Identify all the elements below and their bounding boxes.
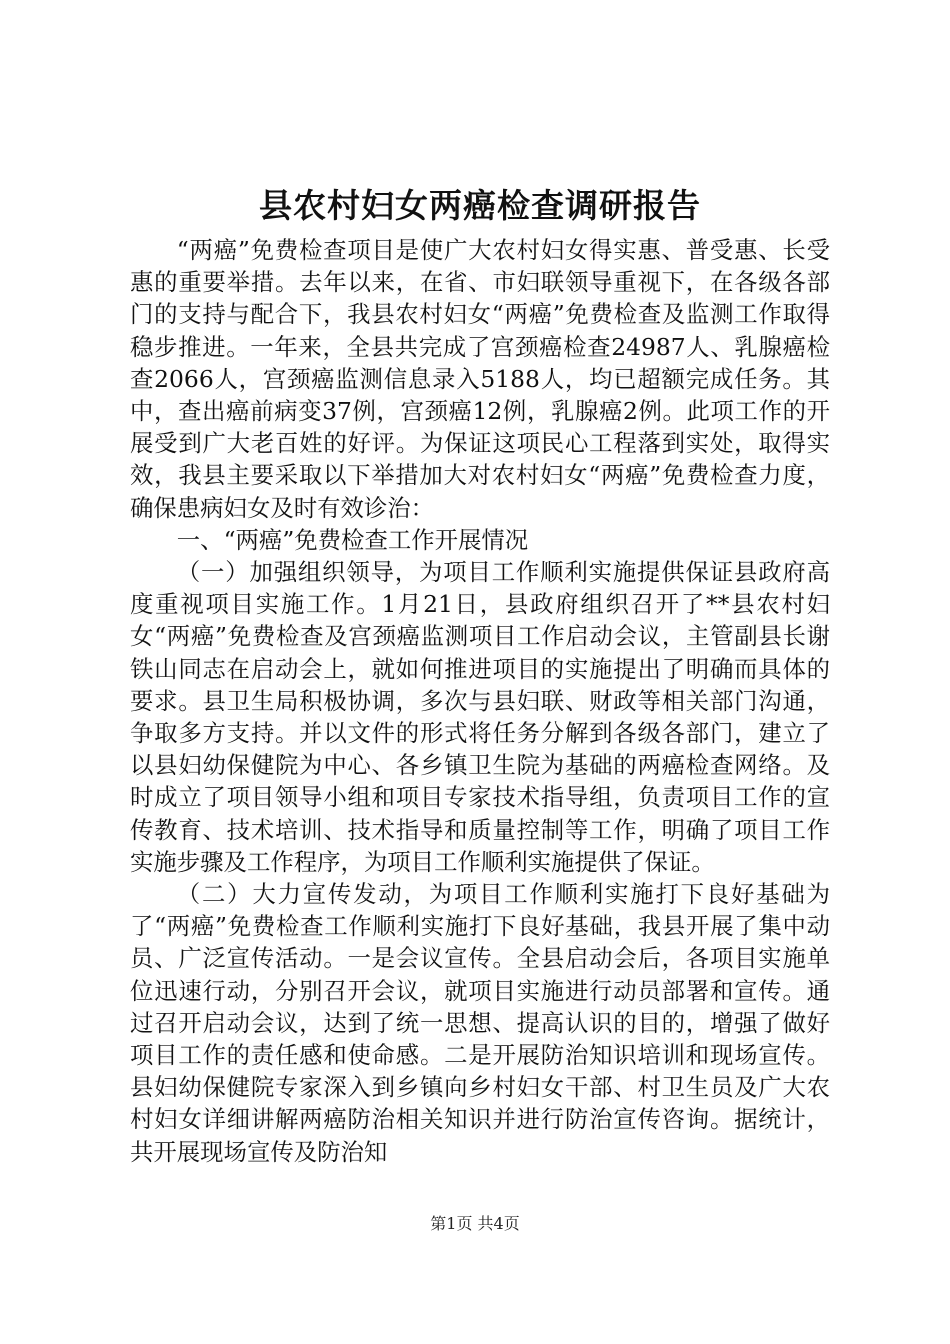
- intro-paragraph: “两癌”免费检查项目是使广大农村妇女得实惠、普受惠、长受惠的重要举措。去年以来，在省、市妇联领导重视下，在各级各部门的支持与配合下，我县农村妇女“两癌”免费检查及监测工作取得稳步推进。一年来，全县共完成了宫颈癌检查24987人、乳腺癌检查2066人，宫颈癌监测信息录入5188人，均已超额完成任务。其中，查出癌前病变37例，宫颈癌12例，乳腺癌2例。此项工作的开展受到广大老百姓的好评。为保证这项民心工程落到实处，取得实效，我县主要采取以下举措加大对农村妇女“两癌”免费检查力度，确保患病妇女及时有效诊治：: [130, 236, 830, 522]
- subsection-two-paragraph: （二）大力宣传发动，为项目工作顺利实施打下良好基础为了“两癌”免费检查工作顺利实施打下良好基础，我县开展了集中动员、广泛宣传活动。一是会议宣传。全县启动会后，各项目实施单位迅速行动，分别召开会议，就项目实施进行动员部署和宣传。通过召开启动会议，达到了统一思想、提高认识的目的，增强了做好项目工作的责任感和使命感。二是开展防治知识培训和现场宣传。县妇幼保健院专家深入到乡镇向乡村妇女干部、村卫生员及广大农村妇女详细讲解两癌防治相关知识并进行防治宣传咨询。据统计，共开展现场宣传及防治知: [130, 880, 830, 1166]
- document-page: [130, 178, 830, 1168]
- page-number-footer: 第1页 共4页: [430, 1214, 520, 1233]
- subsection-one-paragraph: （一）加强组织领导，为项目工作顺利实施提供保证县政府高度重视项目实施工作。1月21日，县政府组织召开了**县农村妇女“两癌”免费检查及宫颈癌监测项目工作启动会议，主管副县长谢铁山同志在启动会上，就如何推进项目的实施提出了明确而具体的要求。县卫生局积极协调，多次与县妇联、财政等相关部门沟通，争取多方支持。并以文件的形式将任务分解到各级各部门，建立了以县妇幼保健院为中心、各乡镇卫生院为基础的两癌检查网络。及时成立了项目领导小组和项目专家技术指导组，负责项目工作的宣传教育、技术培训、技术指导和质量控制等工作，明确了项目工作实施步骤及工作程序，为项目工作顺利实施提供了保证。: [130, 558, 830, 876]
- document-title: 县农村妇女两癌检查调研报告: [259, 186, 701, 225]
- section-heading: 一、“两癌”免费检查工作开展情况: [176, 525, 529, 554]
